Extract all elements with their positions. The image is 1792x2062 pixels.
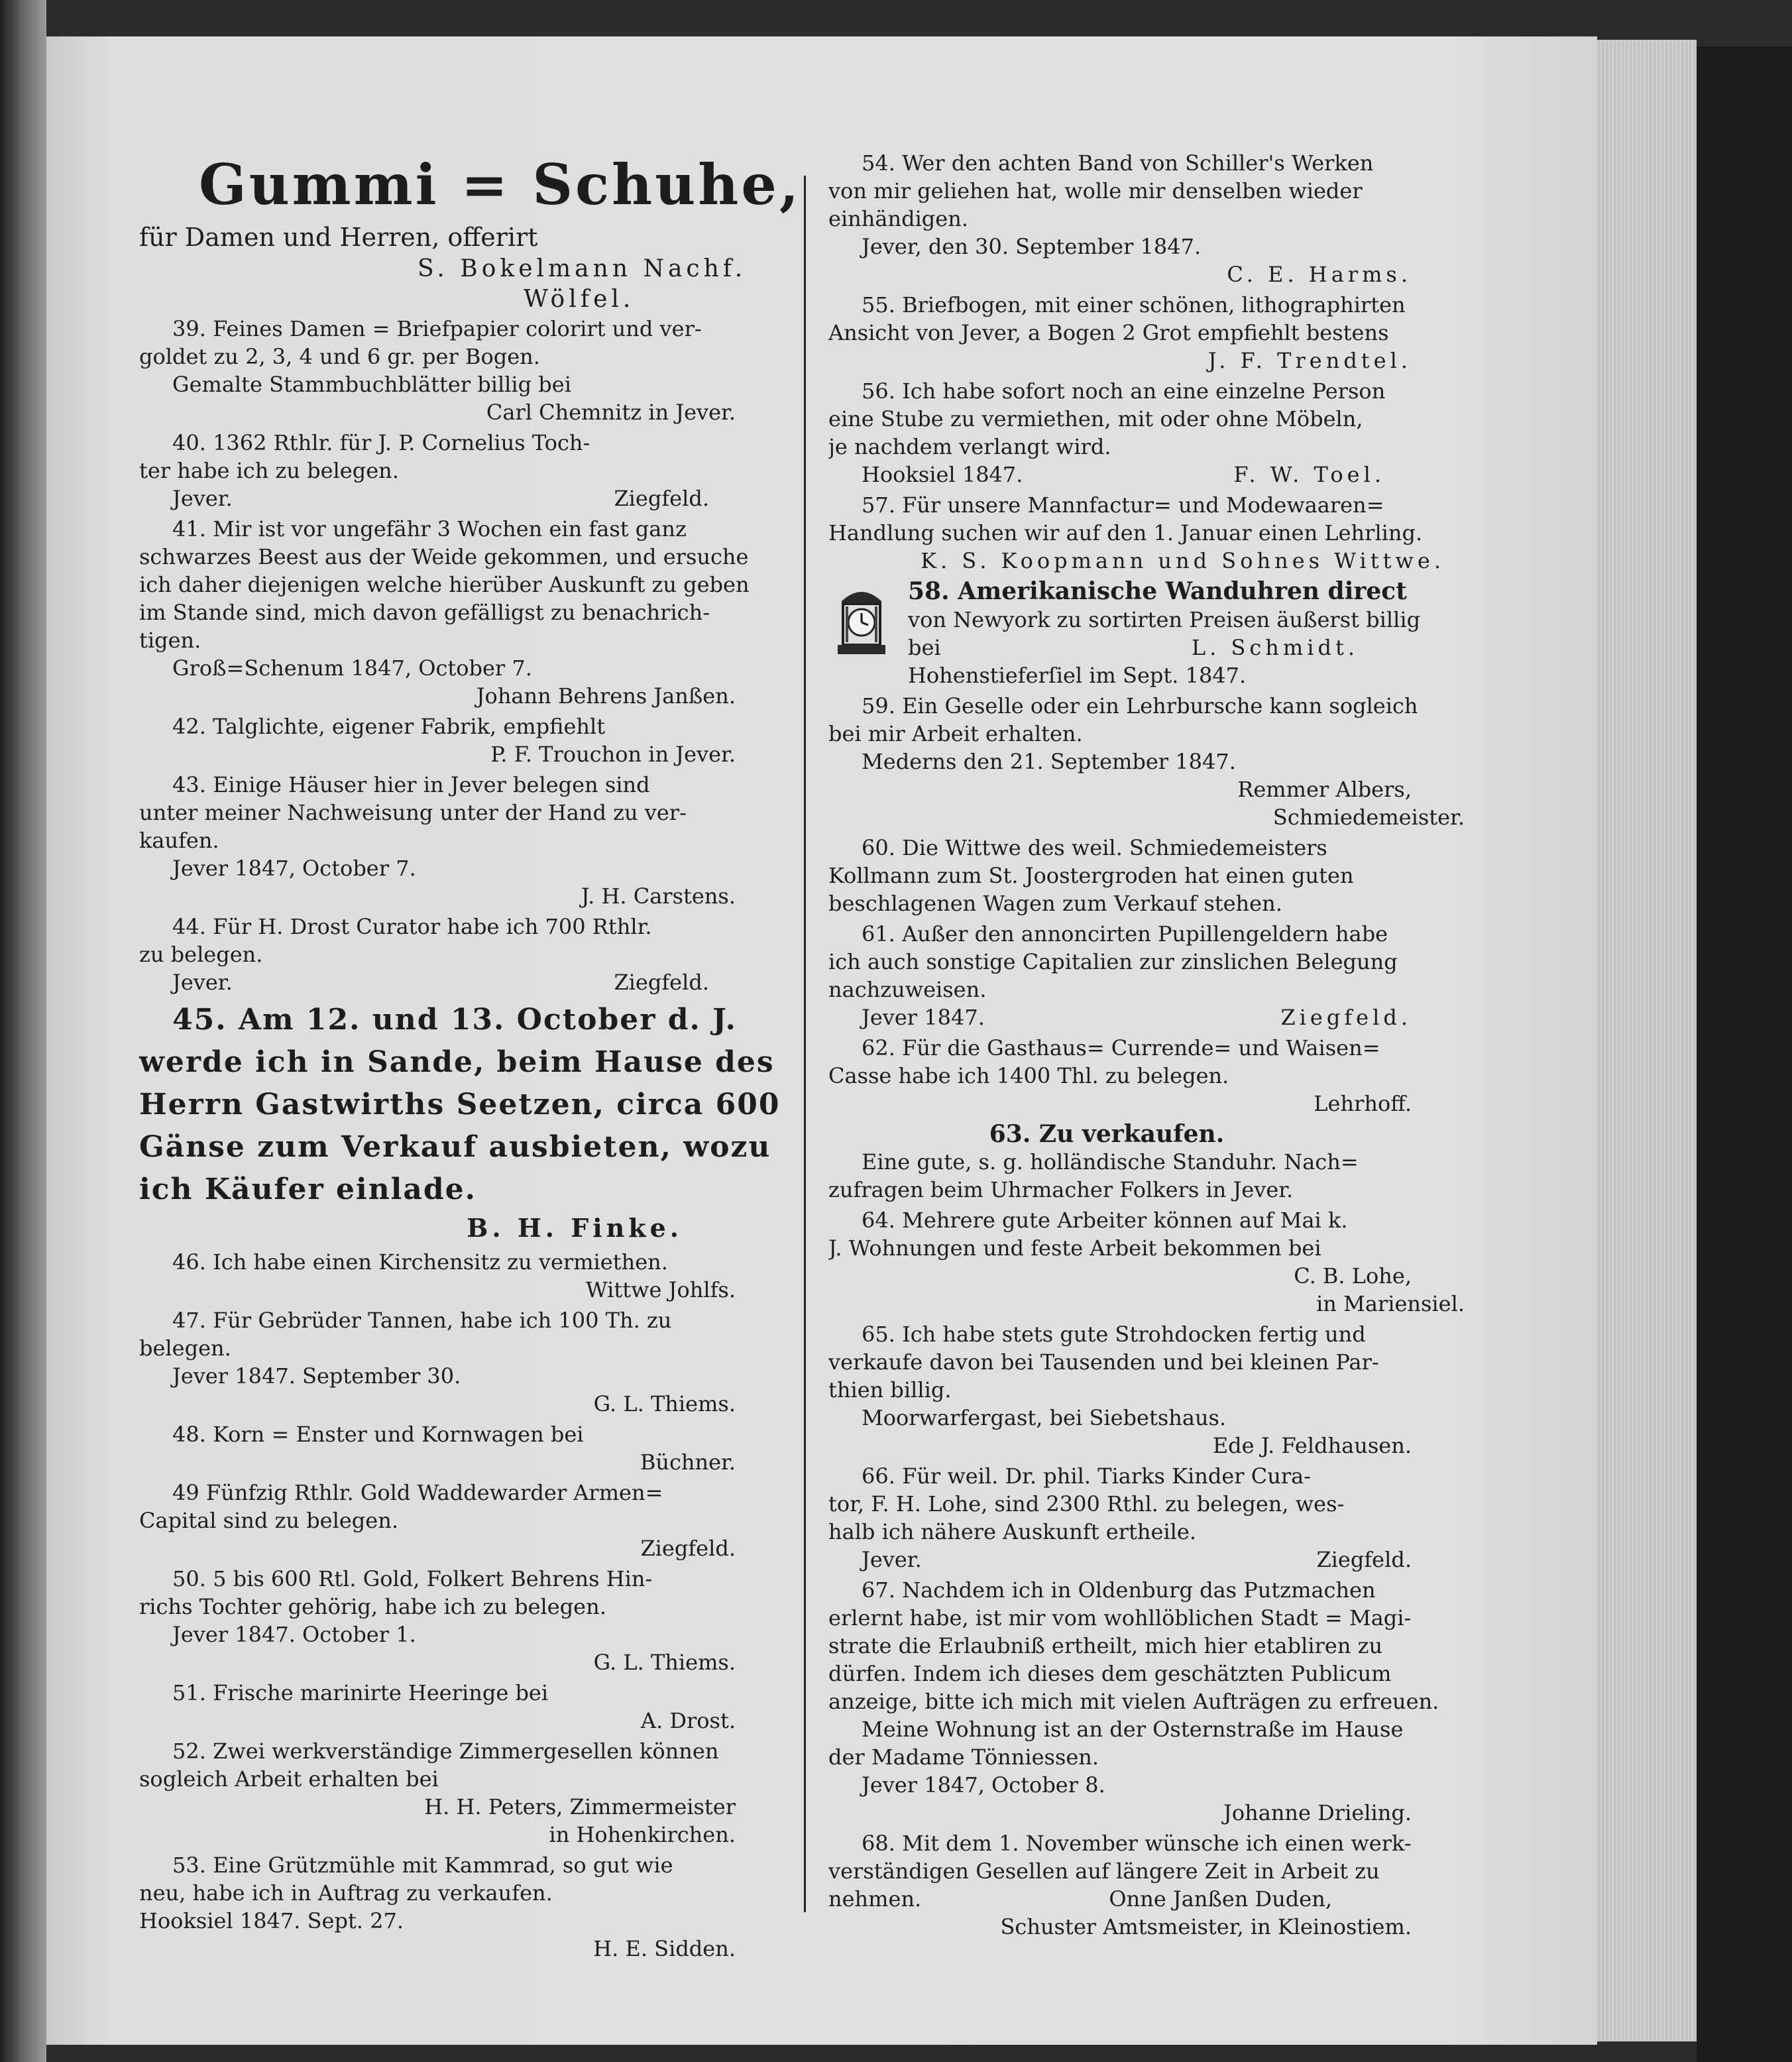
ad-line: einhändigen. [828,206,968,231]
ad-line: Capital sind zu belegen. [139,1508,398,1533]
ad-signature: Ede J. Feldhausen. [1212,1433,1412,1458]
ad-line: 41. Mir ist vor ungefähr 3 Wochen ein fast ganz [172,516,687,542]
ad-sig-2: Wölfel. [524,286,635,313]
ad-sig-1: S. Bokelmann Nachf. [418,255,747,282]
ad-49 [139,1479,789,1562]
ad-line: 43. Einige Häuser hier in Jever belegen sind [172,772,650,797]
ad-place: Jever 1847. [862,1005,985,1030]
ad-signature: H. E. Sidden. [593,1936,736,1961]
ad-39 [139,315,789,426]
ad-67 [828,1576,1465,1827]
ad-line: 51. Frische marinirte Heeringe bei [172,1680,549,1705]
ad-signature: J. H. Carstens. [581,884,736,909]
ad-line: kaufen. [139,828,219,853]
ad-44 [139,913,789,996]
ad-50 [139,1565,789,1676]
ad-signature: Johanne Drieling. [1223,1800,1412,1825]
ad-line: Kollmann zum St. Joostergroden hat einen guten [828,863,1354,888]
ad-signature: Wittwe Johlfs. [585,1277,736,1302]
ad-signature: K. S. Koopmann und Sohnes Wittwe. [921,548,1445,573]
ad-47 [139,1306,789,1418]
ad-signature: Lehrhoff. [1314,1091,1412,1116]
ad-line: richs Tochter gehörig, habe ich zu belegen. [139,1594,606,1619]
ad-line: halb ich nähere Auskunft ertheile. [828,1519,1196,1544]
ad-big-line: Herrn Gastwirths Seetzen, circa 600 [139,1088,781,1121]
ad-signature: G. L. Thiems. [593,1650,736,1675]
ad-line: Jever 1847. September 30. [172,1363,461,1389]
ad-line: Gemalte Stammbuchblätter billig bei [172,372,571,397]
ad-line: eine Stube zu vermiethen, mit oder ohne Möbeln, [828,406,1363,431]
ad-54 [828,149,1465,288]
ad-line: 66. Für weil. Dr. phil. Tiarks Kinder Cura- [862,1463,1312,1489]
ad-line: 50. 5 bis 600 Rtl. Gold, Folkert Behrens Hin- [172,1566,653,1591]
ad-56 [828,377,1465,488]
ad-signature: Onne Janßen Duden, [1109,1886,1332,1912]
page-stack [1597,40,1697,2041]
ad-51 [139,1679,789,1735]
ad-line: nachzuweisen. [828,977,987,1002]
ad-41 [139,515,789,710]
ad-line: dürfen. Indem ich dieses dem geschätzten Publicum [828,1661,1392,1686]
ad-line: Jever 1847. October 1. [172,1622,416,1647]
ad-45 [139,999,789,1245]
ad-line: zufragen beim Uhrmacher Folkers in Jever. [828,1177,1294,1202]
column-divider [804,176,806,1912]
ad-signature: Büchner. [640,1450,736,1475]
ad-line: 65. Ich habe stets gute Strohdocken fertig und [862,1322,1366,1347]
ad-62 [828,1034,1465,1117]
ad-line: bei [908,635,941,660]
ad-53 [139,1851,789,1963]
ad-line: 49 Fünfzig Rthlr. Gold Waddewarder Armen= [172,1480,663,1505]
ad-line: 42. Talglichte, eigener Fabrik, empfiehlt [172,714,606,739]
ad-line: Moorwarfergast, bei Siebetshaus. [862,1405,1227,1430]
ad-line: nehmen. [828,1886,922,1912]
ad-signature: G. L. Thiems. [593,1391,736,1416]
ad-52 [139,1737,789,1849]
newspaper-page [46,36,1597,2045]
ad-68 [828,1829,1465,1941]
ad-signature: C. E. Harms. [1227,262,1412,287]
ad-signature: Ziegfeld. [1280,1005,1412,1030]
ad-line: 52. Zwei werkverständige Zimmergesellen können [172,1739,719,1764]
ad-big-line: 45. Am 12. und 13. October d. J. [172,1003,737,1037]
ad-line: verkaufe davon bei Tausenden und bei kleinen Par- [828,1349,1379,1375]
ad-signature: Ziegfeld. [640,1536,736,1561]
ad-big-line: werde ich in Sande, beim Hause des [139,1045,775,1079]
ad-58 [828,577,1465,689]
ad-signature: J. F. Trendtel. [1207,348,1412,373]
ad-line: Groß=Schenum 1847, October 7. [172,656,532,681]
ad-line: 61. Außer den annoncirten Pupillengeldern habe [862,921,1388,946]
ad-line: ich auch sonstige Capitalien zur zinslichen Belegung [828,949,1398,974]
ad-59 [828,692,1465,831]
ad-line: Casse habe ich 1400 Thl. zu belegen. [828,1063,1229,1088]
wall-clock-icon [828,581,895,661]
ad-signature: in Hohenkirchen. [549,1822,736,1847]
ad-line: Eine gute, s. g. holländische Standuhr. Nach= [862,1149,1359,1174]
ad-61 [828,920,1465,1031]
ad-place: Jever. [172,486,233,511]
ad-big-line: Gänse zum Verkauf ausbieten, wozu [139,1130,771,1164]
ad-60 [828,834,1465,917]
ad-signature: Schuster Amtsmeister, in Kleinostiem. [1000,1914,1412,1939]
ad-line: verständigen Gesellen auf längere Zeit in Arbeit zu [828,1859,1380,1884]
ad-line: erlernt habe, ist mir vom wohllöblichen Stadt = Magi- [828,1605,1412,1631]
ad-line: zu belegen. [139,942,263,967]
ad-signature: A. Drost. [640,1708,736,1733]
ad-55 [828,291,1465,374]
ad-line: Hooksiel 1847. Sept. 27. [139,1908,404,1933]
ad-line: Mederns den 21. September 1847. [862,749,1236,774]
ad-line: 68. Mit dem 1. November wünsche ich einen werk- [862,1831,1412,1856]
ad-place: Hooksiel 1847. [862,462,1023,487]
ad-line: 64. Mehrere gute Arbeiter können auf Mai k. [862,1208,1348,1233]
ad-signature: in Mariensiel. [1316,1291,1465,1316]
ad-signature: Ziegfeld. [614,486,709,511]
ad-line: Jever 1847, October 7. [172,856,416,881]
ad-64 [828,1206,1465,1318]
ad-signature: B. H. Finke. [467,1213,683,1243]
ad-title: Gummi = Schuhe, [199,152,802,217]
ad-signature: Ziegfeld. [614,970,709,995]
ad-line: Ansicht von Jever, a Bogen 2 Grot empfiehlt bestens [828,320,1389,345]
ad-line: goldet zu 2, 3, 4 und 6 gr. per Bogen. [139,344,540,369]
ad-line: tigen. [139,628,201,653]
ad-46 [139,1248,789,1304]
ad-signature: P. F. Trouchon in Jever. [490,742,736,767]
book-right-edge [1697,46,1792,2062]
ad-line: 62. Für die Gasthaus= Currende= und Waisen= [862,1035,1380,1060]
ad-line: je nachdem verlangt wird. [828,434,1111,459]
ad-line: 59. Ein Geselle oder ein Lehrbursche kann sogleich [862,693,1418,718]
ad-line: J. Wohnungen und feste Arbeit bekommen bei [828,1235,1321,1261]
ad-line: unter meiner Nachweisung unter der Hand zu ver- [139,800,687,825]
ad-line: 40. 1362 Rthlr. für J. P. Cornelius Toch- [172,430,590,455]
ad-signature: Carl Chemnitz in Jever. [486,400,736,425]
ad-line: Jever, den 30. September 1847. [862,234,1202,259]
ad-line: von mir geliehen hat, wolle mir denselben wieder [828,178,1363,203]
ad-57 [828,491,1465,575]
ad-line: anzeige, bitte ich mich mit vielen Aufträgen zu erfreuen. [828,1689,1439,1714]
ad-line: thien billig. [828,1377,952,1403]
ad-48 [139,1420,789,1476]
ad-line: Hohenstieferſiel im Sept. 1847. [908,663,1247,688]
ad-heading: 63. Zu verkaufen. [989,1120,1225,1148]
ad-signature: F. W. Toel. [1233,462,1385,487]
ad-66 [828,1462,1465,1574]
ad-40 [139,429,789,512]
ad-line: 39. Feines Damen = Briefpapier colorirt und ver- [172,316,702,341]
ad-signature: H. H. Peters, Zimmermeister [424,1794,736,1819]
ad-line: sogleich Arbeit erhalten bei [139,1766,439,1792]
ad-line: 55. Briefbogen, mit einer schönen, lithographirten [862,292,1406,317]
ad-line: 67. Nachdem ich in Oldenburg das Putzmachen [862,1577,1376,1603]
ad-line: neu, habe ich in Auftrag zu verkaufen. [139,1880,553,1906]
ad-signature: Ziegfeld. [1316,1547,1412,1572]
ad-line: 44. Für H. Drost Curator habe ich 700 Rthlr. [172,914,652,939]
ad-place: Jever. [172,970,233,995]
ad-line: 56. Ich habe sofort noch an eine einzelne Person [862,378,1386,404]
ad-line: 46. Ich habe einen Kirchensitz zu vermiethen. [172,1249,668,1275]
ad-subtitle: für Damen und Herren, offerirt [139,223,538,252]
ad-line: 57. Für unsere Mannfactur= und Modewaaren= [862,492,1384,518]
ad-line: strate die Erlaubniß ertheilt, mich hier etabliren zu [828,1633,1383,1658]
ad-line: Meine Wohnung ist an der Osternstraße im Hause [862,1717,1404,1742]
ad-line: schwarzes Beest aus der Weide gekommen, und ersuche [139,544,749,569]
ad-line: 53. Eine Grützmühle mit Kammrad, so gut wie [172,1853,673,1878]
ad-signature: Remmer Albers, [1237,777,1412,802]
ad-signature: C. B. Lohe, [1294,1263,1412,1289]
ad-65 [828,1320,1465,1460]
ad-line: beschlagenen Wagen zum Verkauf stehen. [828,891,1282,916]
ad-line: 54. Wer den achten Band von Schiller's Werken [862,150,1374,176]
ad-line: belegen. [139,1336,231,1361]
ad-line: von Newyork zu sortirten Preisen äußerst billig [908,607,1421,632]
right-column [828,149,1465,1943]
left-column [139,149,802,1965]
ad-signature: Schmiedemeister. [1272,805,1465,830]
ad-big-line: ich Käufer einlade. [139,1173,476,1206]
ad-line: 48. Korn = Enster und Kornwagen bei [172,1422,584,1447]
ad-line: Jever 1847, October 8. [862,1772,1105,1798]
ad-place: Jever. [862,1547,922,1572]
ad-line: 47. Für Gebrüder Tannen, habe ich 100 Th. zu [172,1308,672,1333]
ad-line: tor, F. H. Lohe, sind 2300 Rthl. zu belegen, wes- [828,1491,1345,1517]
ad-line: ter habe ich zu belegen. [139,458,399,483]
ad-line: 60. Die Wittwe des weil. Schmiedemeisters [862,835,1327,860]
ad-line: der Madame Tönniessen. [828,1745,1099,1770]
ad-line: ich daher diejenigen welche hierüber Auskunft zu geben [139,572,750,597]
ad-line: im Stande sind, mich davon gefälligst zu benachrich- [139,600,710,625]
book-left-edge [0,0,46,2062]
ad-signature: Johann Behrens Janßen. [476,683,736,709]
ad-43 [139,771,789,910]
ad-line: 58. Amerikanische Wanduhren direct [908,577,1407,605]
ad-line: bei mir Arbeit erhalten. [828,721,1083,746]
ad-line: Handlung suchen wir auf den 1. Januar einen Lehrling. [828,520,1423,545]
ad-63 [828,1120,1465,1204]
ad-42 [139,713,789,768]
ad-signature: L. Schmidt. [1191,635,1359,660]
